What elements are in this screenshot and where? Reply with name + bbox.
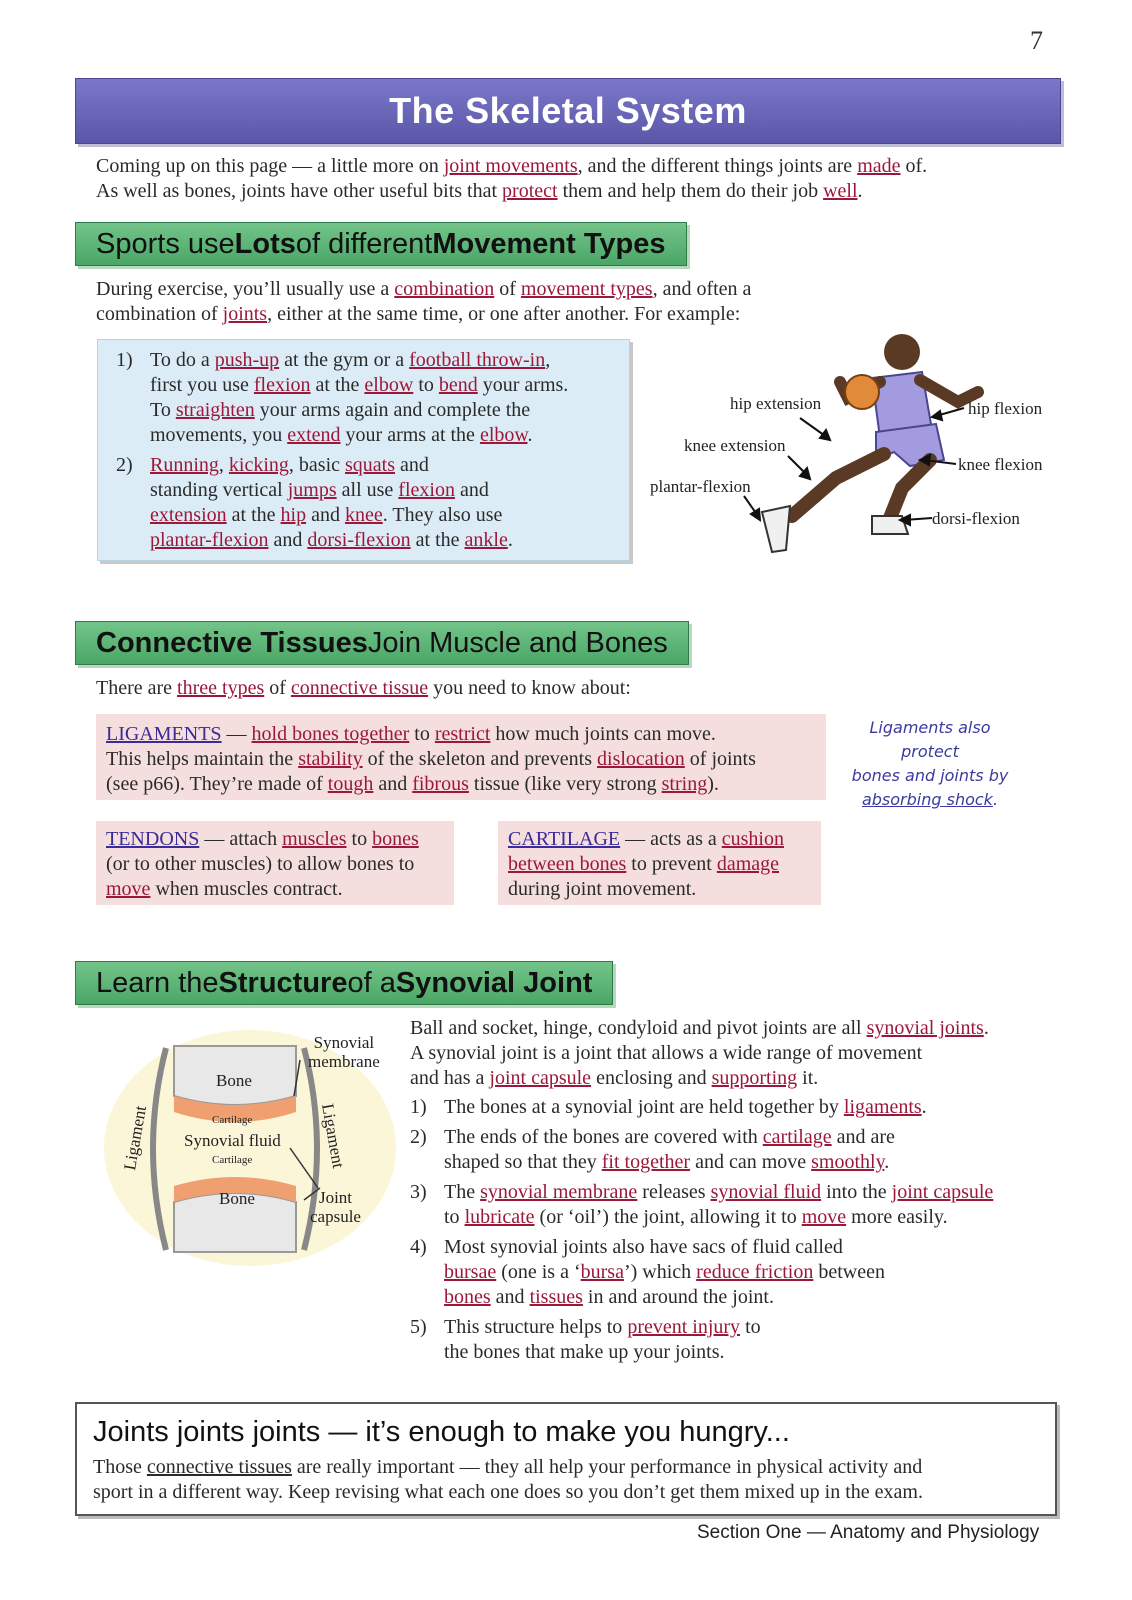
connective-intro: There are three types of connective tissue you need to know about: xyxy=(96,677,631,699)
list-item: 1) The bones at a synovial joint are held together by ligaments. xyxy=(410,1096,927,1118)
summary-title: Joints joints joints — it’s enough to make you hungry... xyxy=(93,1416,790,1448)
section-heading-synovial-joint: Learn the Structure of a Synovial Joint xyxy=(75,961,613,1005)
page-number: 7 xyxy=(1030,26,1043,55)
label-bone-bottom: Bone xyxy=(219,1189,255,1208)
label-knee-extension: knee extension xyxy=(684,436,786,455)
tendons-box: TENDONS — attach muscles to bones (or to other muscles) to allow bones to move when muscles contract. xyxy=(96,821,454,905)
term-ligaments: LIGAMENTS xyxy=(106,723,222,745)
list-item: 3) The synovial membrane releases synovial fluid into the joint capsule to lubricate (or ‘oil’) the joint, allowing it to move more easily. xyxy=(410,1181,994,1228)
shoe-back xyxy=(762,506,790,552)
ligaments-box: LIGAMENTS — hold bones together to restrict how much joints can move. This helps maintain the stability of the skeleton and prevents dislocation of joints (see p66). They’re made of tough and fibrous tissue (like very strong string). xyxy=(96,714,826,800)
runner-head xyxy=(884,334,920,370)
summary-text: Those connective tissues are really important — they all help your performance in physical activity and sport in a different way. Keep revising what each one does so you don’t get them mixed up in the exam. xyxy=(93,1456,923,1503)
page-title-bar xyxy=(75,78,1061,144)
summary-box xyxy=(75,1402,1057,1516)
label-synovial-membrane: Synovial membrane xyxy=(308,1033,380,1071)
keyword: well xyxy=(823,180,858,202)
cartilage-box: CARTILAGE — acts as a cushion between bones to prevent damage during joint movement. xyxy=(498,821,821,905)
label-bone-top: Bone xyxy=(216,1071,252,1090)
list-item: 2) Running, kicking, basic squats and standing vertical jumps all use flexion and extension at the hip and knee. They also use plantar-flexion and dorsi-flexion at the ankle. xyxy=(116,454,513,551)
list-item: 4) Most synovial joints also have sacs of fluid called bursae (one is a ‘bursa’) which reduce friction between bones and tissues in and around the joint. xyxy=(410,1236,885,1308)
section-heading-movement-types: Sports use Lots of different Movement Types xyxy=(75,222,687,266)
label-knee-flexion: knee flexion xyxy=(958,455,1043,474)
label-joint-capsule: Joint capsule xyxy=(310,1188,361,1226)
label-ligament-right: Ligament xyxy=(318,1102,349,1170)
synovial-text: Ball and socket, hinge, condyloid and pivot joints are all synovial joints. A synovial joint is a joint that allows a wide range of movement and has a joint capsule enclosing and supporting it. 1) The bones at a synovial joint are held together by ligaments. 2) The ends of the bones are covered with cartilage and are shaped so that they fit together and can move smoothly. 3) The synovial membrane releases synovial fluid into the joint capsule to lubricate (or ‘oil’) the joint, allowing it to move more easily. 4) Most synovial joints also have sacs of fluid called bursae (one is a ‘bursa’) which reduce friction between bones and tissues in and around the joint. 5) This structure helps to prevent injury to the bones that make up your joints. xyxy=(410,1016,1060,1365)
label-ligament-left: Ligament xyxy=(120,1104,151,1172)
section-label: Section One — Anatomy and Physiology xyxy=(697,1522,1040,1543)
movement-intro: During exercise, you’ll usually use a combination of movement types, and often a combination of joints, either at the same time, or one after another. For example: xyxy=(96,278,752,325)
keyword: protect xyxy=(502,180,558,202)
label-hip-flexion: hip flexion xyxy=(968,399,1043,418)
ligament-note: Ligaments also protect bones and joints by absorbing shock. xyxy=(851,718,1009,809)
label-synovial-fluid: Synovial fluid xyxy=(184,1131,281,1150)
page-title: The Skeletal System xyxy=(389,90,747,131)
list-item: 1) To do a push-up at the gym or a football throw-in, first you use flexion at the elbow to bend your arms. To straighten your arms again and complete the movements, you extend your arms at the elbow. xyxy=(116,349,569,446)
examples-box xyxy=(97,339,630,561)
label-plantar-flexion: plantar-flexion xyxy=(650,477,751,496)
term-cartilage: CARTILAGE xyxy=(508,828,621,850)
basketball xyxy=(845,375,879,409)
label-dorsi-flexion: dorsi-flexion xyxy=(932,509,1020,528)
list-item: 2) The ends of the bones are covered with cartilage and are shaped so that they fit together and can move smoothly. xyxy=(410,1126,895,1173)
keyword: made xyxy=(857,155,901,177)
label-cartilage-top: Cartilage xyxy=(212,1114,253,1126)
term-tendons: TENDONS xyxy=(106,828,200,850)
list-item: 5) This structure helps to prevent injury to the bones that make up your joints. xyxy=(410,1316,761,1363)
section-heading-connective-tissues: Connective Tissues Join Muscle and Bones xyxy=(75,621,689,665)
intro-paragraph: Coming up on this page — a little more on joint movements, and the different things joints are made of. As well as bones, joints have other useful bits that protect them and help them do their job well. xyxy=(96,155,928,202)
label-hip-extension: hip extension xyxy=(730,394,822,413)
label-cartilage-bottom: Cartilage xyxy=(212,1154,253,1166)
keyword: joint movements xyxy=(443,155,578,177)
